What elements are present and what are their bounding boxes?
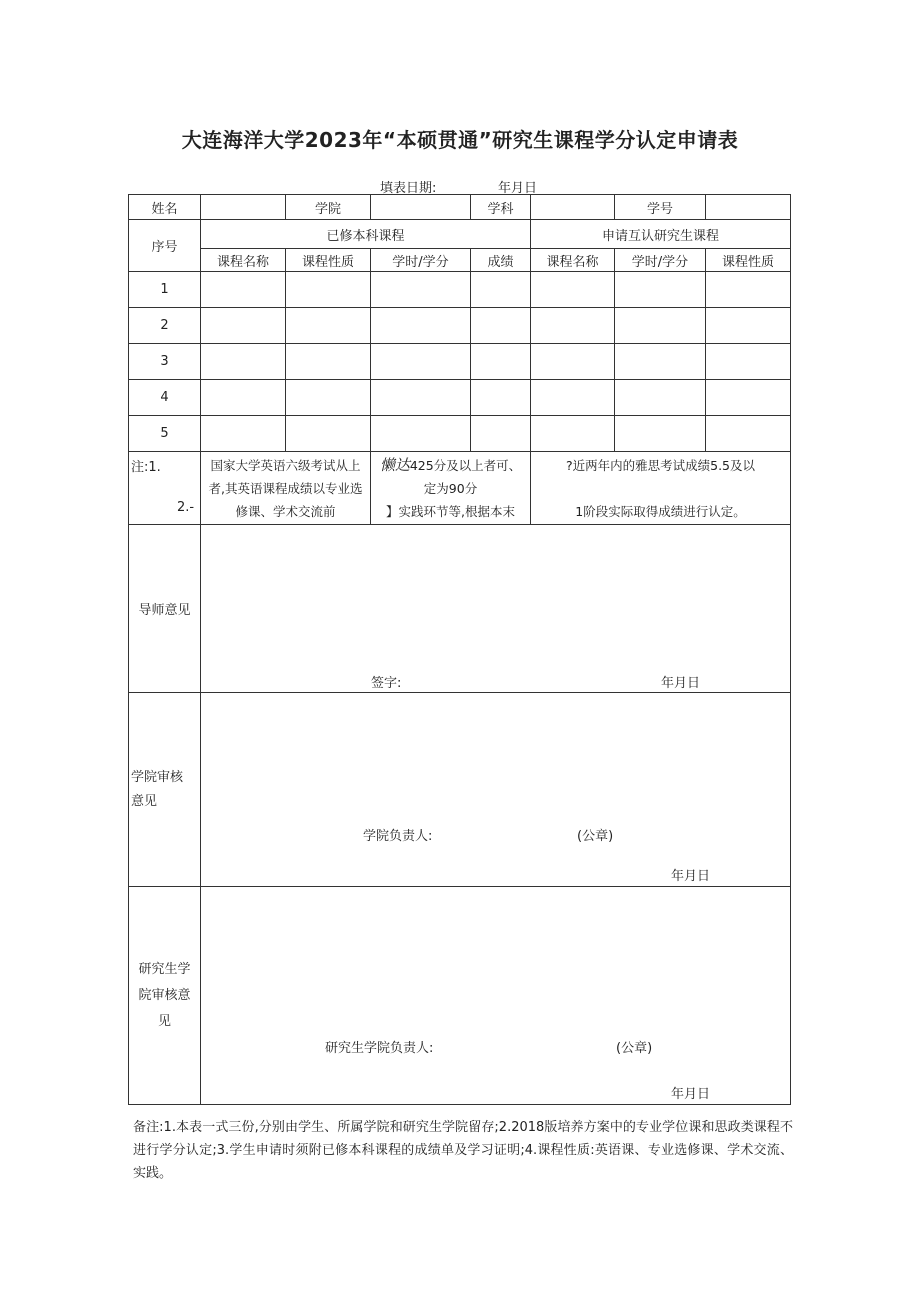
college-review-field[interactable]: [201, 693, 791, 887]
notes-row: [129, 452, 791, 525]
gr-course-name-header: 课程名称: [531, 249, 615, 272]
table-cell[interactable]: [371, 380, 471, 416]
table-cell[interactable]: [371, 308, 471, 344]
table-cell[interactable]: [531, 380, 615, 416]
row-number: 4: [129, 380, 201, 416]
table-row: [129, 416, 791, 452]
table-cell[interactable]: [706, 380, 791, 416]
ug-hours-credits-header: 学时/学分: [371, 249, 471, 272]
table-row: [129, 344, 791, 380]
advisor-opinion-label: 导师意见: [129, 525, 201, 693]
undergrad-courses-title: 已修本科课程: [201, 220, 531, 249]
college-person-label: 学院负责人:: [363, 829, 433, 844]
table-cell[interactable]: [615, 416, 706, 452]
table-cell[interactable]: [706, 344, 791, 380]
table-cell[interactable]: [286, 344, 371, 380]
college-review-label: [129, 693, 201, 887]
student-id-field[interactable]: [706, 195, 791, 220]
table-cell[interactable]: [371, 344, 471, 380]
row-number: 3: [129, 344, 201, 380]
notes-col3: [531, 452, 791, 525]
notes-col2-line3: 】实践环节等,根据本末: [386, 503, 515, 519]
college-review-date: 年月日: [671, 869, 711, 884]
advisor-opinion-field[interactable]: [201, 525, 791, 693]
table-cell[interactable]: [615, 272, 706, 308]
table-cell[interactable]: [471, 272, 531, 308]
fill-date-label: 填表日期:: [380, 181, 437, 196]
advisor-opinion-row: [129, 525, 791, 693]
grad-review-field[interactable]: [201, 887, 791, 1105]
name-field[interactable]: [201, 195, 286, 220]
notes-col2: [371, 452, 531, 525]
table-cell[interactable]: [371, 416, 471, 452]
table-cell[interactable]: [286, 272, 371, 308]
form-title: 大连海洋大学2023年“本硕贯通”研究生课程学分认定申请表: [181, 128, 739, 152]
student-id-label: 学号: [615, 195, 706, 220]
grad-seal: (公章): [616, 1041, 653, 1056]
notes-label-cell: [129, 452, 201, 525]
grad-courses-title: 申请互认研究生课程: [531, 220, 791, 249]
table-cell[interactable]: [615, 308, 706, 344]
grad-review-label-line3: 见: [157, 1013, 171, 1029]
table-cell[interactable]: [371, 272, 471, 308]
notes-col3-line2: 1阶段实际取得成绩进行认定。: [575, 503, 746, 519]
table-cell[interactable]: [201, 308, 286, 344]
table-cell[interactable]: [201, 344, 286, 380]
grad-person-label: 研究生学院负责人:: [325, 1041, 434, 1056]
table-cell[interactable]: [706, 272, 791, 308]
table-row: [129, 308, 791, 344]
table-cell[interactable]: [201, 272, 286, 308]
grad-review-label: [129, 887, 201, 1105]
table-cell[interactable]: [615, 344, 706, 380]
seq-label: 序号: [129, 220, 201, 272]
table-cell[interactable]: [531, 272, 615, 308]
notes-label: 注:1.: [131, 460, 161, 475]
grad-review-date: 年月日: [671, 1087, 711, 1102]
table-cell[interactable]: [471, 416, 531, 452]
table-row: [129, 380, 791, 416]
application-form-table: [128, 194, 791, 1105]
college-review-row: [129, 693, 791, 887]
advisor-sign-label: 签字:: [371, 676, 402, 691]
table-cell[interactable]: [531, 308, 615, 344]
row-number: 1: [129, 272, 201, 308]
table-cell[interactable]: [615, 380, 706, 416]
notes-col2-handwriting: 懒达: [379, 455, 410, 474]
remark-text: 备注:1.本表一式三份,分别由学生、所属学院和研究生学院留存;2.2018版培养方案中的专业学位课和思政类课程不进行学分认定;3.学生申请时须附已修本科课程的成绩单及学习证明;4.课程性质:英语课、专业选修课、学术交流、实践。: [133, 1120, 793, 1181]
column-header-row: [129, 249, 791, 272]
notes-col2-text: [371, 454, 530, 523]
discipline-field[interactable]: [531, 195, 615, 220]
college-review-label-line1: 学院审核: [131, 769, 184, 785]
student-info-row: [129, 195, 791, 220]
table-cell[interactable]: [201, 380, 286, 416]
grad-review-label-line2: 院审核意: [138, 987, 191, 1003]
table-cell[interactable]: [286, 416, 371, 452]
gr-hours-credits-header: 学时/学分: [615, 249, 706, 272]
notes-col3-line1: ?近两年内的雅思考试成绩5.5及以: [565, 457, 755, 473]
college-field[interactable]: [371, 195, 471, 220]
table-cell[interactable]: [471, 380, 531, 416]
college-review-label-line2: 意见: [131, 793, 158, 809]
name-label: 姓名: [129, 195, 201, 220]
college-label: 学院: [286, 195, 371, 220]
advisor-date: 年月日: [661, 676, 701, 691]
notes-label-2: 2.-: [177, 500, 195, 515]
table-cell[interactable]: [531, 416, 615, 452]
table-cell[interactable]: [471, 308, 531, 344]
notes-col1: [201, 452, 371, 525]
gr-course-type-header: 课程性质: [706, 249, 791, 272]
college-seal: (公章): [577, 829, 614, 844]
notes-col2-line1: 425分及以上者可、定为90分: [409, 457, 522, 496]
row-number: 2: [129, 308, 201, 344]
discipline-label: 学科: [471, 195, 531, 220]
table-cell[interactable]: [201, 416, 286, 452]
table-row: [129, 272, 791, 308]
table-cell[interactable]: [531, 344, 615, 380]
grad-review-label-line1: 研究生学: [138, 961, 191, 977]
table-cell[interactable]: [286, 308, 371, 344]
ug-course-name-header: 课程名称: [201, 249, 286, 272]
grad-review-row: [129, 887, 791, 1105]
table-cell[interactable]: [706, 308, 791, 344]
table-cell[interactable]: [706, 416, 791, 452]
row-number: 5: [129, 416, 201, 452]
ug-grade-header: 成绩: [471, 249, 531, 272]
ug-course-type-header: 课程性质: [286, 249, 371, 272]
notes-col1-text: 国家大学英语六级考试从上者,其英语课程成绩以专业选修课、学术交流前: [208, 457, 363, 519]
table-cell[interactable]: [286, 380, 371, 416]
section-title-row: [129, 220, 791, 249]
fill-date-value: 年月日: [498, 181, 538, 196]
table-cell[interactable]: [471, 344, 531, 380]
